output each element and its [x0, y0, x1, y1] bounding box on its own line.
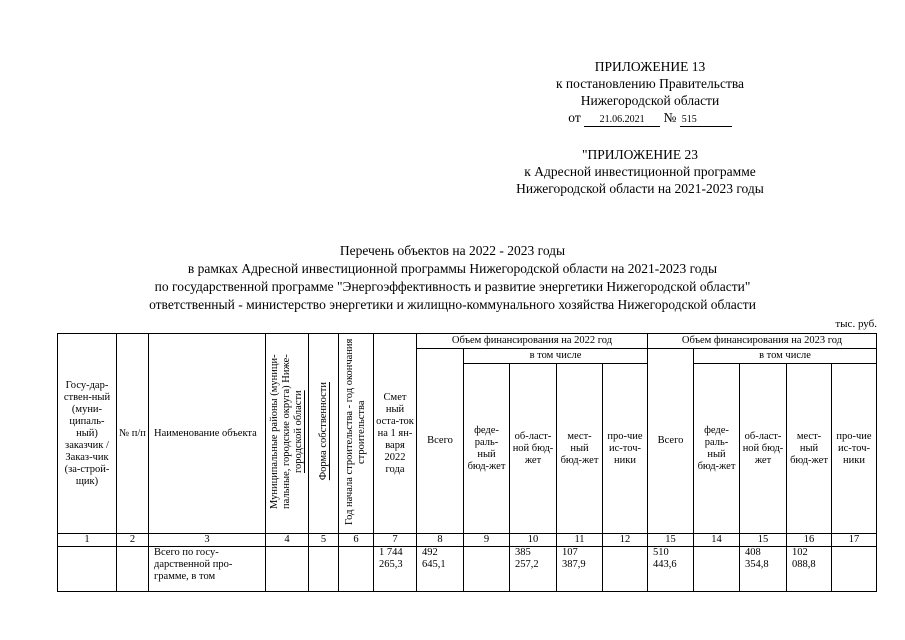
header-total-2023: Всего — [648, 349, 694, 534]
header-years-text: Год начала строительства - год окончания строительства — [344, 338, 367, 525]
column-number-cell: 9 — [464, 534, 510, 547]
local-2022: 107 387,9 — [557, 547, 603, 592]
cell-ownership — [309, 547, 339, 592]
column-number-cell: 15 — [740, 534, 787, 547]
appendix-23-title: "ПРИЛОЖЕНИЕ 23 — [581, 147, 699, 162]
cell-years — [339, 547, 374, 592]
local-2023: 102 088,8 — [787, 547, 832, 592]
total-row — [58, 547, 877, 592]
regional-2022: 385 257,2 — [510, 547, 557, 592]
cell-customer — [58, 547, 117, 592]
header-ownership-text: Форма собственности — [317, 382, 329, 481]
header-regional-2023: об-ласт-ной бюд-жет — [740, 364, 787, 534]
appendix-23-line1: к Адресной инвестиционной программе — [524, 164, 756, 179]
column-numbers-row — [58, 534, 877, 547]
title-line-2: в рамках Адресной инвестиционной программы Нижегородской области на 2021-2023 годы — [187, 261, 718, 276]
total-row-name: Всего по госу-дарственной про-грамме, в том — [149, 547, 266, 592]
number-sign: № — [663, 110, 677, 125]
header-other-2022: про-чие ис-точ-ники — [603, 364, 648, 534]
total-balance: 1 744 265,3 — [374, 547, 417, 592]
column-number-cell: 6 — [339, 534, 374, 547]
header-total-2022: Всего — [417, 349, 464, 534]
other-2022 — [603, 547, 648, 592]
appendix-13-line1: к постановлению Правительства — [555, 76, 745, 91]
column-number-cell: 7 — [374, 534, 417, 547]
title-line-3: по государственной программе "Энергоэффективность и развитие энергетики Нижегородской области" — [154, 279, 751, 294]
other-2023 — [832, 547, 877, 592]
column-number-cell: 15 — [648, 534, 694, 547]
header-number: № п/п — [117, 334, 149, 534]
header-customer: Госу-дар-ствен-ный (муни-ципаль-ный) заказчик / Заказ-чик (за-строй-щик) — [58, 334, 117, 534]
header-including-2023: в том числе — [694, 349, 877, 364]
regional-2023: 408 354,8 — [740, 547, 787, 592]
column-number-cell: 1 — [58, 534, 117, 547]
header-local-2022: мест-ный бюд-жет — [557, 364, 603, 534]
federal-2023 — [694, 547, 740, 592]
header-including-2022: в том числе — [464, 349, 648, 364]
header-federal-2023: феде-раль-ный бюд-жет — [694, 364, 740, 534]
header-municipality — [266, 334, 309, 534]
column-number-cell: 10 — [510, 534, 557, 547]
title-line-4: ответственный - министерство энергетики и жилищно-коммунального хозяйства Нижегородской области — [149, 297, 756, 312]
decree-date-line — [520, 109, 780, 127]
appendix-13-title: ПРИЛОЖЕНИЕ 13 — [594, 59, 706, 74]
decree-number: 515 — [680, 114, 732, 127]
header-municipality-a: Муниципальные районы (муници-пальные, городские округа) Ниже- — [269, 354, 292, 509]
column-number-cell: 16 — [787, 534, 832, 547]
cell-number — [117, 547, 149, 592]
header-years — [339, 334, 374, 534]
column-number-cell: 5 — [309, 534, 339, 547]
header-local-2023: мест-ный бюд-жет — [787, 364, 832, 534]
appendix-13-block — [520, 58, 780, 127]
column-number-cell: 3 — [149, 534, 266, 547]
column-number-cell: 12 — [603, 534, 648, 547]
column-number-cell: 17 — [832, 534, 877, 547]
cell-municipality — [266, 547, 309, 592]
document-title — [60, 242, 845, 314]
objects-table — [57, 333, 877, 592]
header-municipality-b: городской области — [293, 390, 304, 473]
federal-2022 — [464, 547, 510, 592]
column-number-cell: 2 — [117, 534, 149, 547]
column-number-cell: 14 — [694, 534, 740, 547]
column-number-cell: 8 — [417, 534, 464, 547]
appendix-23-block — [490, 146, 790, 197]
total-2022: 492 645,1 — [417, 547, 464, 592]
units-label: тыс. руб. — [835, 318, 877, 330]
header-ownership — [309, 334, 339, 534]
header-municipality-text — [269, 337, 305, 527]
header-fin-2022: Объем финансирования на 2022 год — [417, 334, 648, 349]
header-federal-2022: феде-раль-ный бюд-жет — [464, 364, 510, 534]
header-name: Наименование объекта — [149, 334, 266, 534]
column-number-cell: 11 — [557, 534, 603, 547]
appendix-23-line2: Нижегородской области на 2021-2023 годы — [516, 181, 764, 196]
date-prefix: от — [568, 110, 581, 125]
title-line-1: Перечень объектов на 2022 - 2023 годы — [339, 243, 566, 258]
column-number-cell: 4 — [266, 534, 309, 547]
header-balance: Смет ный оста-ток на 1 ян-варя 2022 года — [374, 334, 417, 534]
header-regional-2022: об-ласт-ной бюд-жет — [510, 364, 557, 534]
header-other-2023: про-чие ис-точ-ники — [832, 364, 877, 534]
appendix-13-line2: Нижегородской области — [580, 93, 720, 108]
header-fin-2023: Объем финансирования на 2023 год — [648, 334, 877, 349]
total-2023: 510 443,6 — [648, 547, 694, 592]
decree-date: 21.06.2021 — [584, 114, 660, 127]
